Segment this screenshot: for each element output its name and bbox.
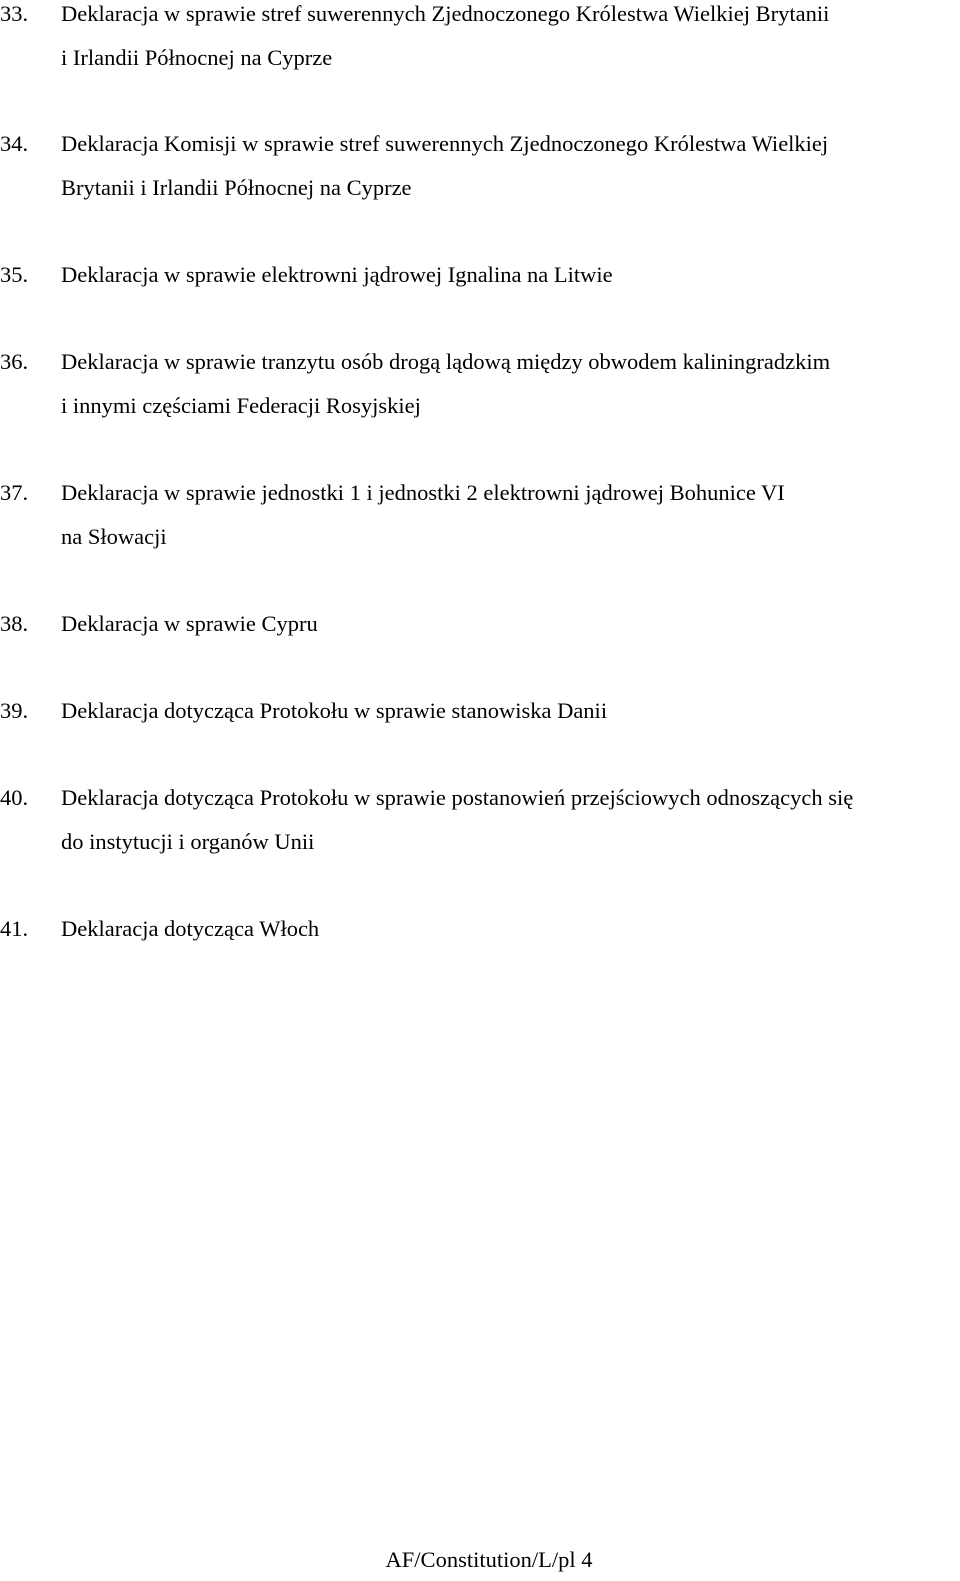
item-text xyxy=(61,0,960,80)
item-number: 38. xyxy=(0,611,29,636)
item-text-line: do instytucji i organów Unii xyxy=(61,829,315,854)
item-text-line: i Irlandii Północnej na Cyprze xyxy=(61,45,333,70)
item-text xyxy=(61,776,960,864)
item-text-line: Deklaracja dotycząca Włoch xyxy=(61,916,320,941)
item-text-line: Brytanii i Irlandii Północnej na Cyprze xyxy=(61,175,412,200)
item-number: 41. xyxy=(0,916,29,941)
page-footer-reference: AF/Constitution/L/pl 4 xyxy=(385,1547,593,1572)
item-text xyxy=(61,122,960,210)
item-text xyxy=(61,907,960,951)
item-text xyxy=(61,602,960,646)
item-number: 39. xyxy=(0,698,29,723)
item-text xyxy=(61,253,960,297)
item-text-line: Deklaracja Komisji w sprawie stref suwerennych Zjednoczonego Królestwa Wielkiej xyxy=(61,131,829,156)
item-text xyxy=(61,471,960,559)
item-text-line: Deklaracja dotycząca Protokołu w sprawie postanowień przejściowych odnoszących się xyxy=(61,785,854,810)
item-text xyxy=(61,689,960,733)
item-text-line: Deklaracja w sprawie Cypru xyxy=(61,611,318,636)
item-number: 35. xyxy=(0,262,29,287)
item-number: 36. xyxy=(0,349,29,374)
item-number: 40. xyxy=(0,785,29,810)
item-text-line: Deklaracja w sprawie elektrowni jądrowej Ignalina na Litwie xyxy=(61,262,613,287)
item-number: 34. xyxy=(0,131,29,156)
item-text-line: i innymi częściami Federacji Rosyjskiej xyxy=(61,393,421,418)
item-text-line: Deklaracja dotycząca Protokołu w sprawie stanowiska Danii xyxy=(61,698,608,723)
item-text-line: Deklaracja w sprawie jednostki 1 i jednostki 2 elektrowni jądrowej Bohunice VI xyxy=(61,480,785,505)
item-text xyxy=(61,340,960,428)
item-text-line: na Słowacji xyxy=(61,524,167,549)
item-number: 33. xyxy=(0,1,29,26)
item-number: 37. xyxy=(0,480,29,505)
item-text-line: Deklaracja w sprawie tranzytu osób drogą lądową między obwodem kaliningradzkim xyxy=(61,349,831,374)
item-text-line: Deklaracja w sprawie stref suwerennych Zjednoczonego Królestwa Wielkiej Brytanii xyxy=(61,1,830,26)
